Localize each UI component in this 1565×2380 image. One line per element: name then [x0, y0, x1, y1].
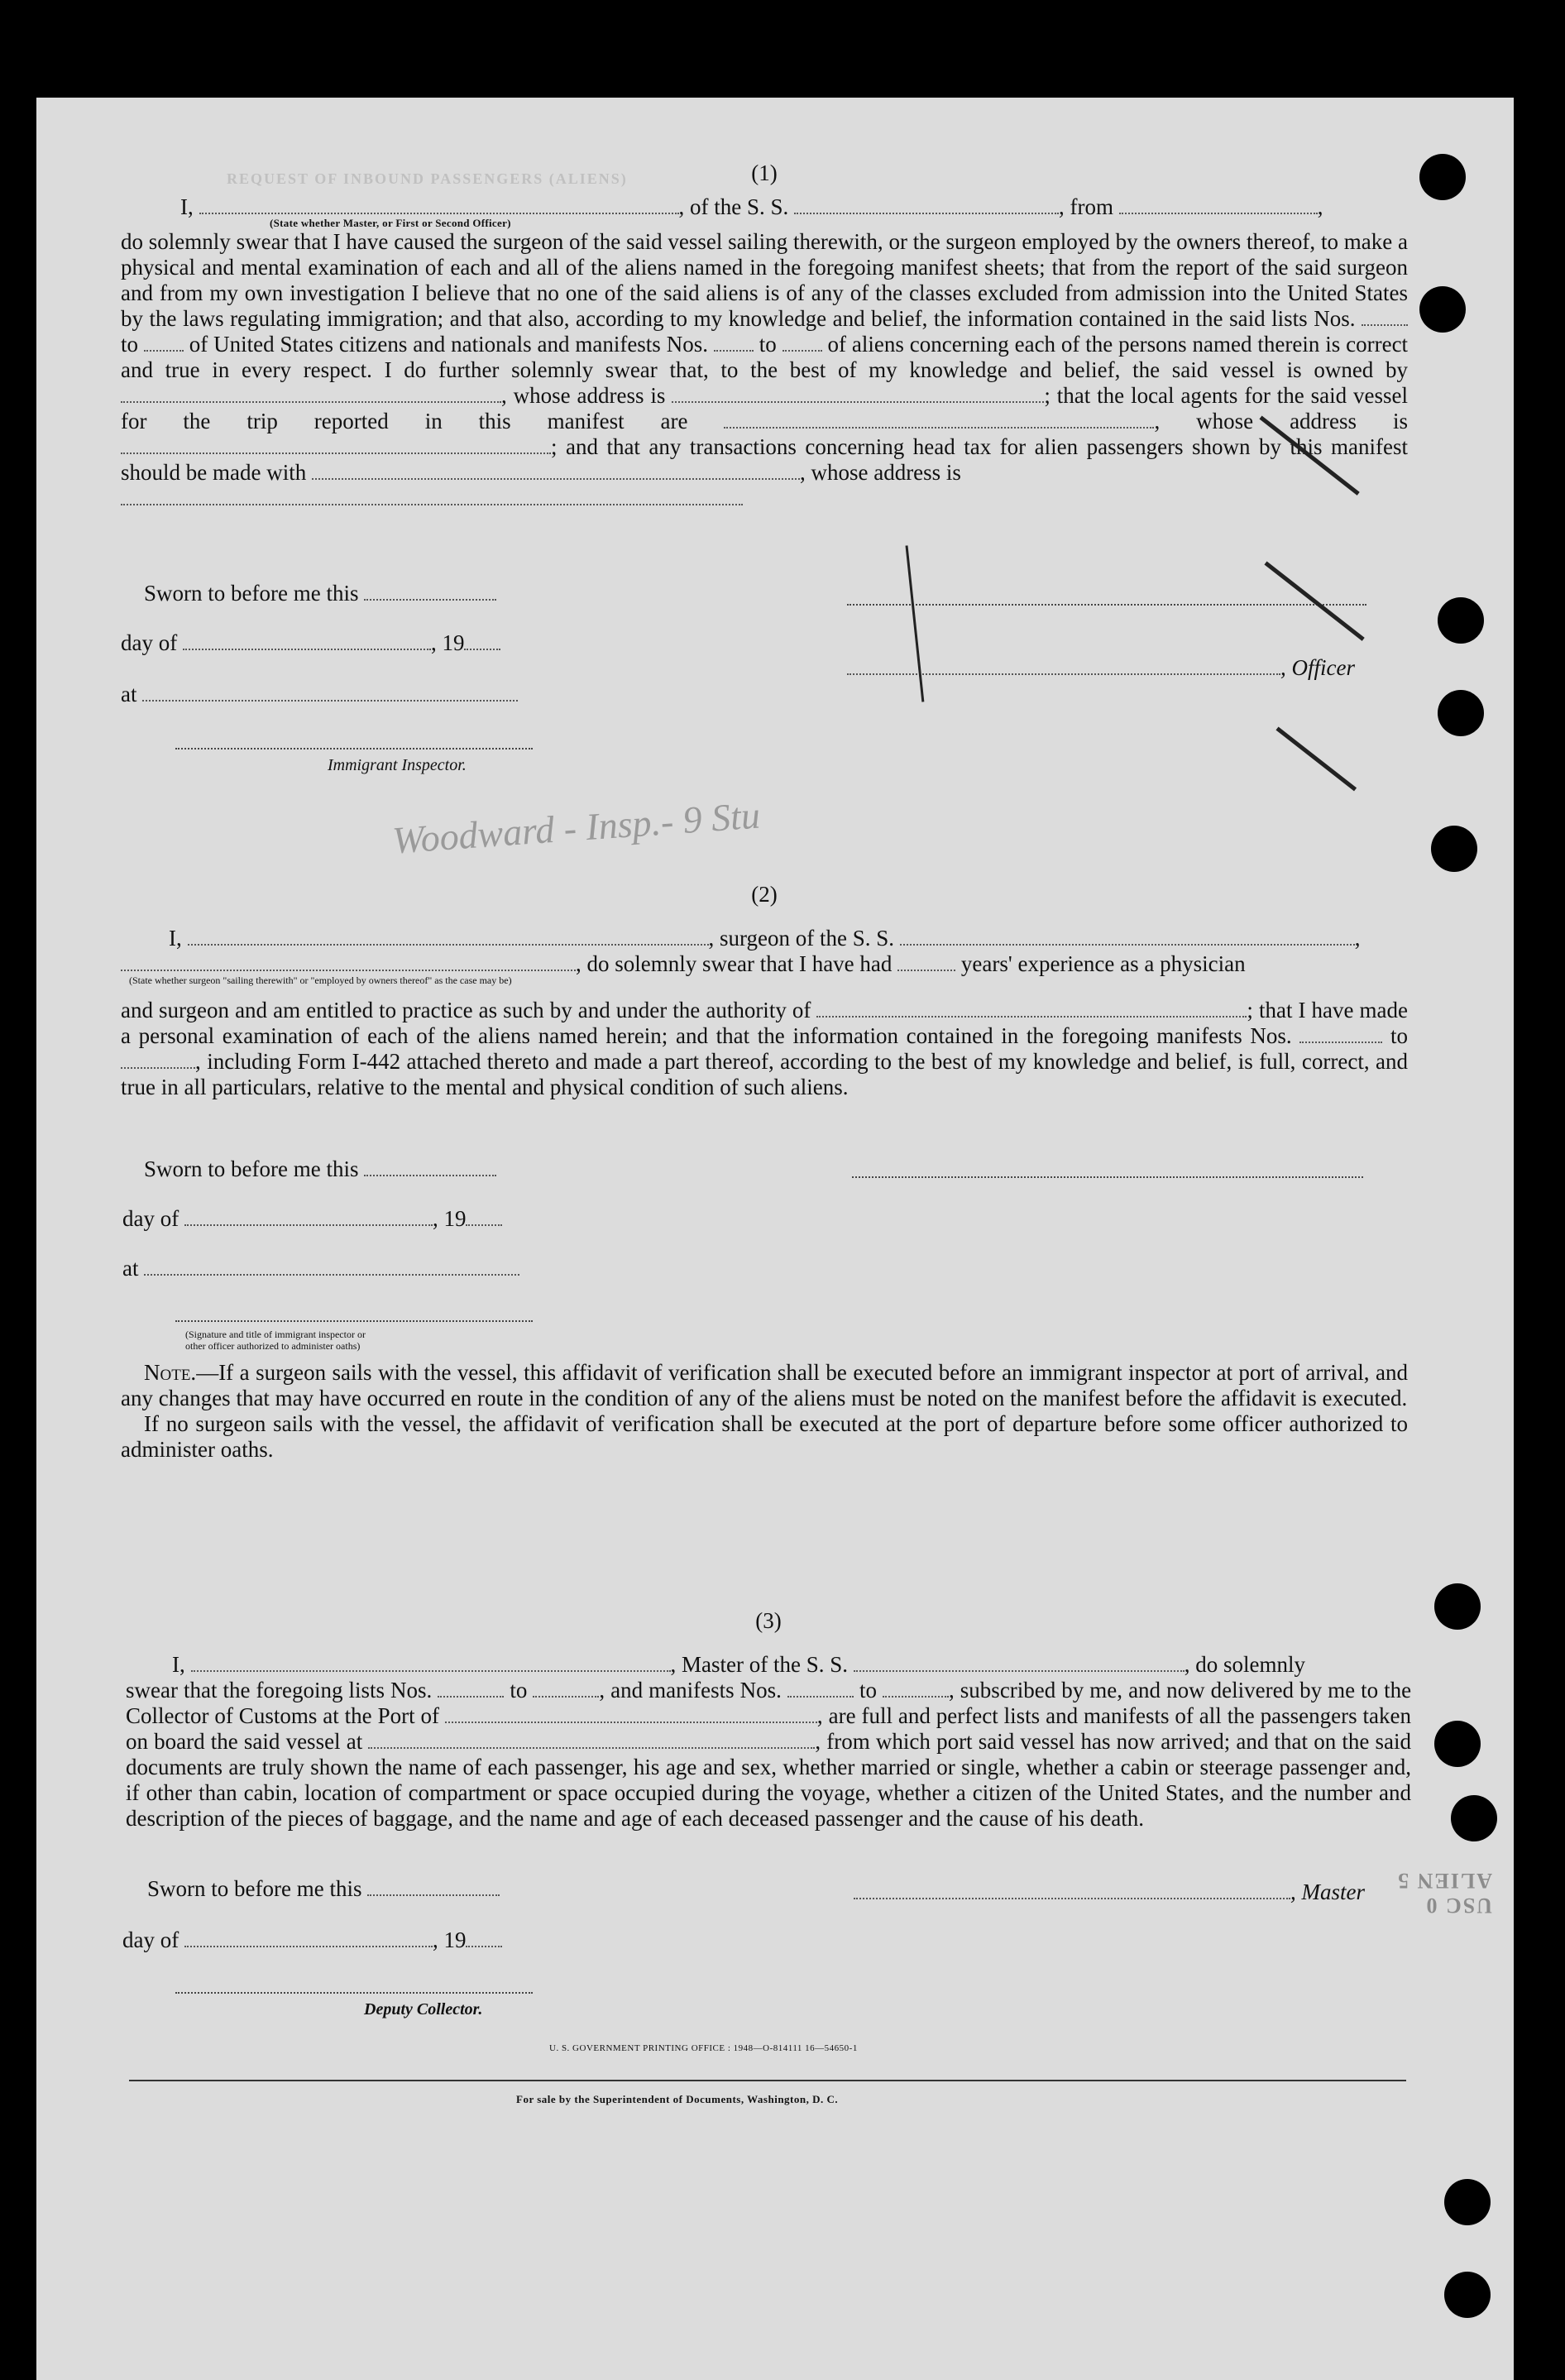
s3-lists-from-field[interactable]	[438, 1681, 504, 1698]
s1-owner-field[interactable]	[121, 386, 501, 403]
punch-hole	[1438, 690, 1484, 736]
s2-inspector-line	[175, 1320, 533, 1322]
s3-body: port said vessel has now arrived; and that on the said documents are truly shown the name of each passenger, his age and sex, whether married or single, whether a cabin or steerage passenger and, if other than cabin, location of compartment or space occupied during the voyage, whether a citizen of the United States, and the number and description of the pieces of baggage, and the name and age of each deceased passenger and the cause of his death.	[126, 1729, 1411, 1831]
punch-hole	[1434, 1721, 1481, 1767]
s1-ship-name-field[interactable]	[794, 198, 1059, 214]
s1-lists-from-field[interactable]	[1362, 309, 1408, 326]
pencil-annotation: Woodward - Insp.- 9 Stu	[390, 793, 762, 862]
s1-subnote: (State whether Master, or First or Second Officer)	[270, 217, 511, 229]
s2-i: I,	[169, 926, 182, 951]
s2-year-label: , 19	[432, 1206, 467, 1231]
s1-day	[121, 630, 500, 656]
s2-manifests-from-field[interactable]	[1299, 1027, 1382, 1043]
pencil-stroke	[1275, 727, 1357, 792]
s3-master-label: , Master	[1290, 1880, 1365, 1904]
s1-whose-address-2: whose address is	[1196, 409, 1409, 433]
s1-day-label: day of	[121, 630, 178, 655]
margin-stamp: USC 0 ALIEN 5	[1396, 1869, 1492, 1918]
s2-body-b: , including Form I-442 attached thereto and made a part thereof, according to the best of my knowledge and belief, is full, correct, and true in all particulars, relative to the mental and physical condition of such aliens.	[121, 1049, 1408, 1099]
s3-swear-lists: swear that the foregoing lists Nos.	[126, 1678, 433, 1702]
section-2-number: (2)	[751, 882, 778, 907]
s3-to-2: to	[859, 1678, 877, 1702]
s1-head-tax-field[interactable]	[312, 463, 800, 480]
s1-semicolon: ;	[1044, 383, 1051, 408]
s2-month-field[interactable]	[184, 1209, 433, 1226]
s2-surgeon-of: , surgeon of the S. S.	[708, 926, 895, 951]
s1-to-2: to	[759, 332, 777, 357]
s1-comma-2: ,	[1154, 409, 1161, 433]
s3-master-name-field[interactable]	[191, 1655, 671, 1672]
s2-years-label: years' experience as a physician	[960, 951, 1246, 976]
s1-head-tax: ; and that any transactions concerning head tax for alien passengers shown by this manifest should be made with	[121, 434, 1408, 485]
s3-delivered: delivered by me to the Collector of Customs at the Port of	[126, 1678, 1412, 1728]
s3-master-of: , Master of the S. S.	[670, 1652, 848, 1677]
s1-from-port-field[interactable]	[1119, 198, 1318, 214]
s3-sworn	[147, 1876, 500, 1902]
sale-notice: For sale by the Superintendent of Documents, Washington, D. C.	[516, 2093, 839, 2105]
s1-body-a: do solemnly swear that I have caused the surgeon of the said vessel sailing therewith, or the surgeon employed by the owners thereof, to make a physical and mental examination of each and all of the aliens named in the foregoing manifest sheets; that from the report of the said surgeon and from my own investigation I believe that no one of the said aliens is of any of the classes excluded from admission into the United States by the laws regulating immigration; and that also, according to my knowledge and belief, the information contained in the said lists Nos.	[121, 229, 1408, 331]
section-1	[121, 160, 1408, 511]
s3-sworn-label: Sworn to before me this	[147, 1876, 362, 1901]
s3-manifests-all: manifests of all the passengers taken on board the said vessel at	[126, 1703, 1411, 1754]
s1-sworn	[144, 581, 496, 606]
s3-day	[122, 1927, 502, 1953]
s3-from-which: , from which	[815, 1729, 931, 1754]
punch-hole	[1444, 2272, 1491, 2318]
s2-note-2: If no surgeon sails with the vessel, the affidavit of verification shall be executed at the port of departure before some officer authorized to administer oaths.	[121, 1411, 1408, 1462]
s2-sig-note-2: other officer authorized to administer oaths)	[185, 1340, 361, 1352]
s1-whose-address: , whose address is	[501, 383, 666, 408]
s3-port-field[interactable]	[445, 1707, 817, 1723]
s2-sworn-date-field[interactable]	[364, 1160, 496, 1176]
s2-sworn	[144, 1156, 496, 1182]
s1-year-field[interactable]	[464, 634, 500, 650]
s1-from: , from	[1059, 194, 1113, 219]
punch-hole	[1419, 154, 1466, 200]
s3-master-sig	[854, 1880, 1365, 1905]
section-3-number: (3)	[755, 1608, 782, 1633]
s1-year-label: , 19	[430, 630, 465, 655]
s2-note-label: Note.	[144, 1360, 197, 1385]
s3-ship-name-field[interactable]	[854, 1655, 1185, 1672]
punch-hole	[1434, 1583, 1481, 1630]
form-page	[36, 98, 1514, 2380]
s2-subnote: (State whether surgeon "sailing therewith" or "employed by owners thereof" as the case may be)	[129, 975, 512, 986]
s2-signature-line	[852, 1176, 1363, 1178]
footer-rule	[129, 2080, 1406, 2081]
s1-sworn-label: Sworn to before me this	[144, 581, 359, 606]
punch-hole	[1444, 2179, 1491, 2225]
s1-signature-line	[847, 604, 1366, 606]
s2-manifests-to-field[interactable]	[121, 1052, 195, 1069]
section-1-number: (1)	[751, 160, 778, 185]
s3-manifests-to-field[interactable]	[883, 1681, 949, 1698]
s3-deputy: Deputy Collector.	[364, 2000, 483, 2018]
s2-surgeon-name-field[interactable]	[188, 929, 709, 946]
s1-manifests-to-field[interactable]	[782, 335, 822, 352]
s2-status-field[interactable]	[121, 955, 576, 971]
s1-owner-address-field[interactable]	[672, 386, 1044, 403]
s1-agents-address-field[interactable]	[121, 438, 551, 454]
s2-sworn-label: Sworn to before me this	[144, 1156, 359, 1181]
s1-sworn-date-field[interactable]	[364, 584, 496, 601]
punch-hole	[1451, 1795, 1497, 1841]
s1-inspector-line	[175, 748, 533, 749]
s1-officer	[847, 655, 1355, 681]
s3-manifests-from-field[interactable]	[787, 1681, 854, 1698]
s3-master-sig-field[interactable]	[854, 1883, 1290, 1899]
s1-body-b: of aliens concerning each of the persons named therein is correct and true in every respect. I do further solemnly swear that, to the best of my knowledge and belief, the said vessel is owned by	[121, 332, 1409, 382]
s3-boarding-port-field[interactable]	[368, 1732, 815, 1749]
s2-day	[122, 1206, 502, 1232]
s1-manifests-from-field[interactable]	[714, 335, 754, 352]
s3-year-field[interactable]	[466, 1931, 502, 1947]
s2-note-1: —If a surgeon sails with the vessel, this affidavit of verification shall be executed before an immigrant inspector at port of arrival, and any changes that may have occurred en route in the condition of any of the aliens must be noted on the manifest before the affidavit is executed.	[121, 1360, 1408, 1410]
s3-subscribed: , subscribed by me, and now	[949, 1678, 1205, 1702]
s1-local-agents: that the local agents for the said vessel for the trip reported in this manifest are	[121, 383, 1408, 433]
s1-to: to	[121, 332, 139, 357]
s3-to-1: to	[510, 1678, 528, 1702]
s1-whose-address-3: , whose address is	[799, 460, 961, 485]
s1-of-ss: , of the S. S.	[678, 194, 789, 219]
punch-hole	[1419, 286, 1466, 333]
s2-body-a: that I have made a personal examination of each of the aliens named herein; and that the information contained in the foregoing manifests Nos.	[121, 998, 1409, 1048]
s1-at-field[interactable]	[142, 685, 518, 702]
gpo-imprint: U. S. GOVERNMENT PRINTING OFFICE : 1948—O-814111 16—54650-1	[549, 2043, 858, 2053]
s2-at	[122, 1256, 519, 1281]
s1-agents-field[interactable]	[724, 412, 1154, 429]
s3-day-label: day of	[122, 1927, 179, 1952]
s3-lists-to-field[interactable]	[533, 1681, 599, 1698]
s2-authority-field[interactable]	[816, 1001, 1247, 1018]
s2-sig-note-1: (Signature and title of immigrant inspector or	[185, 1329, 366, 1340]
section-3	[126, 1608, 1411, 1832]
s1-head-tax-address-field[interactable]	[121, 489, 743, 505]
section-2	[121, 882, 1408, 1100]
s2-solemnly: , do solemnly swear that I have had	[576, 951, 893, 976]
s3-year-label: , 19	[432, 1927, 467, 1952]
s3-do-solemnly: , do solemnly	[1184, 1652, 1305, 1677]
s1-comma: ,	[1317, 194, 1323, 219]
punch-hole	[1438, 597, 1484, 644]
s3-sworn-date-field[interactable]	[367, 1880, 500, 1896]
s2-authority: and surgeon and am entitled to practice as such by and under the authority of	[121, 998, 811, 1022]
s2-to: to	[1390, 1023, 1409, 1048]
s1-officer-rank-field[interactable]	[199, 198, 679, 214]
s1-at-label: at	[121, 682, 137, 706]
s2-years-field[interactable]	[897, 955, 955, 971]
s1-officer-label: , Officer	[1280, 655, 1355, 680]
s1-lists-to-field[interactable]	[144, 335, 184, 352]
s1-month-field[interactable]	[183, 634, 431, 650]
s3-are-full: , are full and perfect lists and	[816, 1703, 1079, 1728]
pencil-stroke	[1264, 562, 1364, 641]
s2-day-label: day of	[122, 1206, 179, 1231]
s3-i: I,	[172, 1652, 185, 1677]
s2-at-field[interactable]	[144, 1259, 519, 1276]
s2-comma: ,	[1354, 926, 1361, 951]
s1-of-us: of United States citizens and nationals and manifests Nos.	[189, 332, 708, 357]
section-2-note	[121, 1360, 1408, 1463]
s3-month-field[interactable]	[184, 1931, 433, 1947]
s1-at	[121, 682, 518, 707]
s1-i: I,	[180, 194, 194, 219]
s3-and-manifests: , and manifests Nos.	[599, 1678, 782, 1702]
s1-officer-sig-field[interactable]	[847, 658, 1280, 675]
s2-ship-name-field[interactable]	[900, 929, 1355, 946]
s2-at-label: at	[122, 1256, 139, 1281]
s1-inspector: Immigrant Inspector.	[328, 756, 467, 774]
header-faint-text: REQUEST OF INBOUND PASSENGERS (ALIENS)	[227, 170, 628, 187]
s3-collector-line	[175, 1992, 533, 1994]
s2-semicolon: ;	[1247, 998, 1253, 1022]
punch-hole	[1431, 826, 1477, 872]
s2-year-field[interactable]	[466, 1209, 502, 1226]
